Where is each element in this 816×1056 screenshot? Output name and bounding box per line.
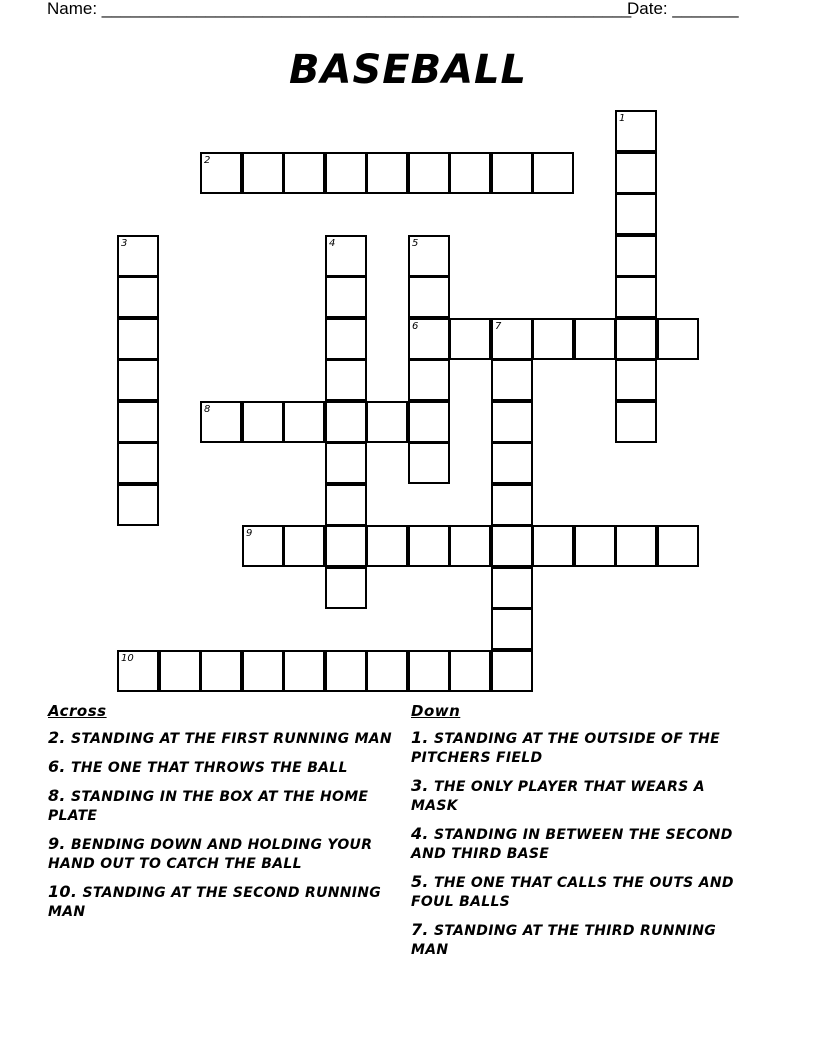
crossword-cell[interactable]	[325, 442, 367, 484]
crossword-cell[interactable]	[242, 152, 284, 194]
clue-down-5	[411, 872, 756, 912]
crossword-cell[interactable]	[491, 484, 533, 526]
crossword-cell[interactable]	[615, 193, 657, 235]
crossword-cell[interactable]	[117, 359, 159, 401]
cell-number: 7	[495, 321, 502, 332]
crossword-cell[interactable]	[408, 401, 450, 443]
clue-text: STANDING IN BETWEEN THE SECOND AND THIRD BASE	[411, 827, 733, 862]
clue-text: STANDING AT THE THIRD RUNNING MAN	[411, 923, 717, 958]
crossword-cell[interactable]	[366, 152, 408, 194]
cell-number: 1	[619, 113, 626, 124]
crossword-cell[interactable]	[574, 525, 616, 567]
crossword-cell[interactable]	[117, 650, 159, 692]
clue-across-2	[48, 728, 393, 749]
name-field-label: Name: ________________________________________________________	[47, 0, 632, 18]
crossword-cell[interactable]	[657, 318, 699, 360]
crossword-cell[interactable]	[449, 318, 491, 360]
crossword-cell[interactable]	[325, 318, 367, 360]
crossword-cell[interactable]	[242, 525, 284, 567]
crossword-cell[interactable]	[532, 152, 574, 194]
crossword-cell[interactable]	[283, 152, 325, 194]
crossword-cell[interactable]	[283, 525, 325, 567]
crossword-cell[interactable]	[283, 401, 325, 443]
clue-across-8	[48, 786, 393, 826]
clue-text: STANDING AT THE SECOND RUNNING MAN	[48, 885, 382, 920]
cell-number: 3	[121, 238, 128, 249]
crossword-cell[interactable]	[117, 235, 159, 277]
crossword-cell[interactable]	[200, 401, 242, 443]
clue-down-4	[411, 824, 756, 864]
cell-number: 9	[246, 528, 253, 539]
crossword-cell[interactable]	[408, 650, 450, 692]
crossword-cell[interactable]	[615, 318, 657, 360]
clue-number: 5.	[411, 872, 429, 891]
clue-number: 10.	[48, 882, 78, 901]
crossword-cell[interactable]	[615, 359, 657, 401]
crossword-cell[interactable]	[242, 401, 284, 443]
cell-number: 4	[329, 238, 336, 249]
clue-text: BENDING DOWN AND HOLDING YOUR HAND OUT TO CATCH THE BALL	[48, 837, 373, 872]
clue-number: 3.	[411, 776, 429, 795]
date-field-label: Date: _______	[627, 0, 739, 18]
crossword-cell[interactable]	[117, 276, 159, 318]
cell-number: 8	[204, 404, 211, 415]
crossword-cell[interactable]	[574, 318, 616, 360]
crossword-cell[interactable]	[200, 152, 242, 194]
clue-down-3	[411, 776, 756, 816]
crossword-cell[interactable]	[449, 650, 491, 692]
crossword-cell[interactable]	[200, 650, 242, 692]
clue-number: 2.	[48, 728, 66, 747]
crossword-cell[interactable]	[325, 152, 367, 194]
crossword-cell[interactable]	[159, 650, 201, 692]
clue-number: 4.	[411, 824, 429, 843]
crossword-cell[interactable]	[366, 525, 408, 567]
crossword-cell[interactable]	[408, 276, 450, 318]
crossword-cell[interactable]	[491, 442, 533, 484]
page-title: BASEBALL	[289, 47, 527, 93]
clue-text: STANDING IN THE BOX AT THE HOME PLATE	[48, 789, 369, 824]
crossword-cell[interactable]	[491, 359, 533, 401]
crossword-cell[interactable]	[325, 276, 367, 318]
crossword-cell[interactable]	[532, 525, 574, 567]
crossword-cell[interactable]	[117, 484, 159, 526]
clue-down-7	[411, 920, 756, 960]
crossword-cell[interactable]	[491, 525, 533, 567]
clue-text: STANDING AT THE FIRST RUNNING MAN	[71, 731, 392, 747]
crossword-cell[interactable]	[366, 401, 408, 443]
clue-text: THE ONE THAT CALLS THE OUTS AND FOUL BALLS	[411, 875, 734, 910]
clue-number: 8.	[48, 786, 66, 805]
down-heading: Down	[411, 702, 461, 720]
crossword-cell[interactable]	[615, 401, 657, 443]
crossword-cell[interactable]	[615, 276, 657, 318]
cell-number: 10	[121, 653, 134, 664]
crossword-cell[interactable]	[366, 650, 408, 692]
crossword-cell[interactable]	[117, 318, 159, 360]
crossword-cell[interactable]	[615, 525, 657, 567]
crossword-cell[interactable]	[615, 235, 657, 277]
cell-number: 6	[412, 321, 419, 332]
crossword-cell[interactable]	[325, 650, 367, 692]
crossword-cell[interactable]	[491, 650, 533, 692]
crossword-cell[interactable]	[491, 318, 533, 360]
crossword-cell[interactable]	[615, 152, 657, 194]
clue-number: 1.	[411, 728, 429, 747]
crossword-cell[interactable]	[408, 442, 450, 484]
crossword-cell[interactable]	[657, 525, 699, 567]
crossword-cell[interactable]	[491, 567, 533, 609]
crossword-cell[interactable]	[242, 650, 284, 692]
clue-text: STANDING AT THE OUTSIDE OF THE PITCHERS FIELD	[411, 731, 720, 766]
crossword-cell[interactable]	[325, 525, 367, 567]
cell-number: 2	[204, 155, 211, 166]
clue-across-9	[48, 834, 393, 874]
crossword-cell[interactable]	[532, 318, 574, 360]
crossword-cell[interactable]	[325, 235, 367, 277]
crossword-cell[interactable]	[325, 567, 367, 609]
down-clues	[411, 700, 756, 968]
crossword-cell[interactable]	[325, 359, 367, 401]
crossword-cell[interactable]	[615, 110, 657, 152]
crossword-cell[interactable]	[491, 608, 533, 650]
clue-text: THE ONE THAT THROWS THE BALL	[71, 760, 348, 776]
crossword-cell[interactable]	[325, 484, 367, 526]
crossword-cell[interactable]	[408, 525, 450, 567]
crossword-cell[interactable]	[491, 152, 533, 194]
crossword-cell[interactable]	[408, 235, 450, 277]
clue-number: 9.	[48, 834, 66, 853]
crossword-cell[interactable]	[408, 152, 450, 194]
crossword-cell[interactable]	[449, 525, 491, 567]
crossword-cell[interactable]	[408, 359, 450, 401]
across-heading: Across	[48, 702, 107, 720]
crossword-cell[interactable]	[408, 318, 450, 360]
crossword-cell[interactable]	[117, 401, 159, 443]
clue-text: THE ONLY PLAYER THAT WEARS A MASK	[411, 779, 705, 814]
cell-number: 5	[412, 238, 419, 249]
clue-number: 7.	[411, 920, 429, 939]
clue-down-1	[411, 728, 756, 768]
crossword-cell[interactable]	[325, 401, 367, 443]
crossword-cell[interactable]	[117, 442, 159, 484]
clue-across-6	[48, 757, 393, 778]
crossword-cell[interactable]	[491, 401, 533, 443]
crossword-cell[interactable]	[449, 152, 491, 194]
crossword-cell[interactable]	[283, 650, 325, 692]
across-clues	[48, 700, 393, 930]
clue-across-10	[48, 882, 393, 922]
clue-number: 6.	[48, 757, 66, 776]
